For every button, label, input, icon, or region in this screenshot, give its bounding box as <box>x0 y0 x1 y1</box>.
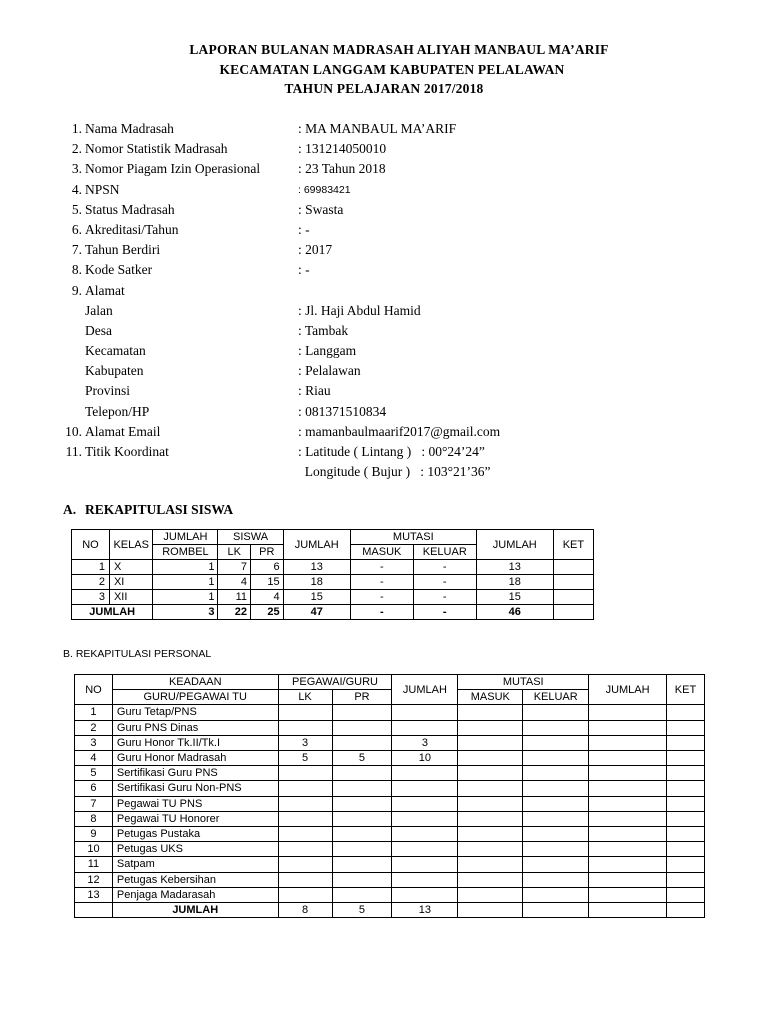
cell-masuk <box>458 842 523 857</box>
total-label: JUMLAH <box>72 605 153 620</box>
cell-name: Guru PNS Dinas <box>112 720 278 735</box>
header-no: NO <box>72 530 110 560</box>
total-jumlah: 47 <box>283 605 350 620</box>
header-guru-pegawai: GURU/PEGAWAI TU <box>112 690 278 705</box>
cell-pr <box>332 781 392 796</box>
cell-masuk <box>458 857 523 872</box>
cell-masuk <box>458 720 523 735</box>
profile-number: 11. <box>65 444 82 459</box>
cell-jumlah <box>392 872 458 887</box>
cell-keluar <box>523 751 589 766</box>
cell-ket <box>667 720 705 735</box>
profile-label: Provinsi <box>85 383 131 399</box>
table-row <box>72 590 594 605</box>
profile-value: : 69983421 <box>298 183 351 196</box>
profile-value: : MA MANBAUL MA’ARIF <box>298 121 457 136</box>
section-b-heading: B. REKAPITULASI PERSONAL <box>63 648 212 660</box>
table-row <box>75 842 705 857</box>
table-row <box>75 887 705 902</box>
cell-ket <box>667 887 705 902</box>
cell-pr <box>332 811 392 826</box>
cell-jumlah <box>392 781 458 796</box>
cell-jumlah2 <box>589 735 667 750</box>
profile-value: : Pelalawan <box>298 363 361 379</box>
profile-label: Kabupaten <box>85 363 144 379</box>
cell-jumlah2 <box>589 720 667 735</box>
cell-name: Pegawai TU PNS <box>112 796 278 811</box>
cell-ket <box>667 781 705 796</box>
header-lk: LK <box>278 690 332 705</box>
cell-pr <box>332 705 392 720</box>
profile-label: Telepon/HP <box>85 403 150 419</box>
cell-lk: 3 <box>278 735 332 750</box>
header-keadaan: KEADAAN <box>112 675 278 690</box>
table-row <box>75 751 705 766</box>
cell-no: 1 <box>72 560 110 575</box>
cell-keluar <box>523 705 589 720</box>
cell-name: Petugas Kebersihan <box>112 872 278 887</box>
cell-keluar: - <box>413 590 476 605</box>
cell-jumlah: 3 <box>392 735 458 750</box>
cell-lk <box>278 842 332 857</box>
profile-number: 1. <box>71 121 82 136</box>
total-masuk <box>458 903 523 918</box>
cell-masuk: - <box>350 560 413 575</box>
cell-keluar <box>523 842 589 857</box>
cell-name: Guru Honor Tk.II/Tk.I <box>112 735 278 750</box>
cell-lk <box>278 705 332 720</box>
cell-pr <box>332 872 392 887</box>
cell-masuk <box>458 781 523 796</box>
cell-kelas: XI <box>109 575 152 590</box>
table-row <box>75 796 705 811</box>
table-row <box>75 872 705 887</box>
table-row <box>75 720 705 735</box>
profile-value: : Tambak <box>298 322 349 338</box>
cell-masuk <box>458 751 523 766</box>
cell-kelas: X <box>109 560 152 575</box>
header-ket: KET <box>553 530 593 560</box>
header-kelas: KELAS <box>109 530 152 560</box>
cell-lk <box>278 811 332 826</box>
cell-lk <box>278 796 332 811</box>
header-jumlah-rombel-line1: JUMLAH <box>163 531 208 543</box>
cell-no: 12 <box>75 872 113 887</box>
header-jumlah-2: JUMLAH <box>476 530 553 560</box>
cell-lk <box>278 872 332 887</box>
header-jumlah-2: JUMLAH <box>589 675 667 705</box>
header-mutasi: MUTASI <box>458 675 589 690</box>
cell-masuk <box>458 735 523 750</box>
report-subtitle-district: KECAMATAN LANGGAM KABUPATEN PELALAWAN <box>219 61 565 77</box>
header-lk: LK <box>218 545 251 560</box>
profile-label: Desa <box>85 322 112 338</box>
cell-ket <box>667 811 705 826</box>
cell-jumlah2 <box>589 811 667 826</box>
cell-ket <box>667 827 705 842</box>
cell-name: Petugas Pustaka <box>112 827 278 842</box>
cell-masuk <box>458 705 523 720</box>
total-label: JUMLAH <box>112 903 278 918</box>
cell-jumlah <box>392 857 458 872</box>
cell-jumlah <box>392 887 458 902</box>
cell-no: 5 <box>75 766 113 781</box>
cell-jumlah2 <box>589 827 667 842</box>
cell-name: Satpam <box>112 857 278 872</box>
cell-jumlah2: 15 <box>476 590 553 605</box>
header-keluar: KELUAR <box>523 690 589 705</box>
cell-ket <box>667 766 705 781</box>
cell-ket <box>667 872 705 887</box>
total-ket <box>553 605 593 620</box>
profile-label: Alamat Email <box>85 423 161 439</box>
total-jumlah2 <box>589 903 667 918</box>
cell-keluar: - <box>413 560 476 575</box>
cell-no: 11 <box>75 857 113 872</box>
section-a-heading <box>63 502 233 518</box>
profile-value: : Jl. Haji Abdul Hamid <box>298 302 421 318</box>
header-ket: KET <box>667 675 705 705</box>
table-row <box>75 705 705 720</box>
report-title: LAPORAN BULANAN MADRASAH ALIYAH MANBAUL MA’ARIF <box>189 42 609 57</box>
report-header <box>0 40 768 99</box>
cell-no: 4 <box>75 751 113 766</box>
cell-jumlah <box>392 811 458 826</box>
cell-pr <box>332 796 392 811</box>
total-jumlah2: 46 <box>476 605 553 620</box>
cell-name: Sertifikasi Guru PNS <box>112 766 278 781</box>
cell-no: 3 <box>72 590 110 605</box>
profile-number: 8. <box>71 262 82 278</box>
cell-keluar <box>523 720 589 735</box>
profile-label: Akreditasi/Tahun <box>85 221 179 237</box>
cell-pr: 6 <box>251 560 284 575</box>
cell-jumlah2 <box>589 872 667 887</box>
cell-lk: 11 <box>218 590 251 605</box>
cell-lk: 5 <box>278 751 332 766</box>
header-jumlah-rombel <box>153 530 218 545</box>
cell-jumlah2 <box>589 766 667 781</box>
profile-value: : Swasta <box>298 201 344 217</box>
header-pegawai-guru: PEGAWAI/GURU <box>278 675 392 690</box>
profile-label: Titik Koordinat <box>85 444 169 459</box>
profile-value: : mamanbaulmaarif2017@gmail.com <box>298 423 501 439</box>
profile-label: NPSN <box>85 181 120 197</box>
cell-jumlah: 13 <box>283 560 350 575</box>
table-row <box>75 857 705 872</box>
cell-jumlah: 10 <box>392 751 458 766</box>
profile-number: 4. <box>71 181 82 197</box>
cell-lk: 4 <box>218 575 251 590</box>
cell-keluar <box>523 887 589 902</box>
cell-jumlah2 <box>589 796 667 811</box>
header-masuk: MASUK <box>350 545 413 560</box>
profile-value: : - <box>298 262 310 278</box>
table-row <box>75 827 705 842</box>
cell-ket <box>667 705 705 720</box>
cell-kelas: XII <box>109 590 152 605</box>
profile-label: Alamat <box>85 282 125 298</box>
cell-pr: 4 <box>251 590 284 605</box>
total-jumlah: 13 <box>392 903 458 918</box>
cell-rombel: 1 <box>153 575 218 590</box>
cell-no: 1 <box>75 705 113 720</box>
total-lk: 8 <box>278 903 332 918</box>
cell-no: 7 <box>75 796 113 811</box>
cell-keluar <box>523 872 589 887</box>
cell-masuk <box>458 872 523 887</box>
cell-masuk <box>458 766 523 781</box>
profile-value: : Riau <box>298 383 331 399</box>
header-mutasi: MUTASI <box>350 530 476 545</box>
cell-keluar <box>523 781 589 796</box>
cell-name: Penjaga Madarasah <box>112 887 278 902</box>
cell-name: Guru Tetap/PNS <box>112 705 278 720</box>
cell-name: Sertifikasi Guru Non-PNS <box>112 781 278 796</box>
cell-keluar: - <box>413 575 476 590</box>
cell-no: 8 <box>75 811 113 826</box>
cell-jumlah2 <box>589 857 667 872</box>
cell-pr <box>332 857 392 872</box>
cell-ket <box>667 735 705 750</box>
cell-ket <box>553 560 593 575</box>
total-row <box>72 605 594 620</box>
cell-pr <box>332 766 392 781</box>
cell-jumlah2: 13 <box>476 560 553 575</box>
cell-jumlah2 <box>589 842 667 857</box>
cell-jumlah <box>392 705 458 720</box>
total-ket <box>667 903 705 918</box>
profile-label: Tahun Berdiri <box>85 242 161 258</box>
total-keluar: - <box>413 605 476 620</box>
profile-label: Nama Madrasah <box>85 121 174 136</box>
cell-ket <box>553 590 593 605</box>
cell-keluar <box>523 766 589 781</box>
cell-no: 6 <box>75 781 113 796</box>
section-a-title: REKAPITULASI SISWA <box>85 502 234 517</box>
profile-value: : Langgam <box>298 343 357 359</box>
profile-label: Nomor Piagam Izin Operasional <box>85 161 261 177</box>
profile-number: 3. <box>71 161 82 177</box>
profile-label: Kode Satker <box>85 262 153 278</box>
profile-value: : Latitude ( Lintang ) : 00°24’24” <box>298 444 485 459</box>
cell-no: 13 <box>75 887 113 902</box>
profile-number: 7. <box>71 242 82 258</box>
profile-number: 2. <box>71 141 82 157</box>
cell-name: Guru Honor Madrasah <box>112 751 278 766</box>
cell-keluar <box>523 857 589 872</box>
cell-jumlah2 <box>589 781 667 796</box>
cell-pr <box>332 887 392 902</box>
cell-jumlah2 <box>589 887 667 902</box>
cell-pr <box>332 735 392 750</box>
header-jumlah: JUMLAH <box>283 530 350 560</box>
cell-keluar <box>523 796 589 811</box>
profile-value: : 081371510834 <box>298 403 387 419</box>
cell-pr <box>332 827 392 842</box>
cell-jumlah <box>392 766 458 781</box>
cell-no: 2 <box>75 720 113 735</box>
cell-no: 3 <box>75 735 113 750</box>
total-pr: 25 <box>251 605 284 620</box>
table-row <box>75 766 705 781</box>
header-masuk: MASUK <box>458 690 523 705</box>
header-no: NO <box>75 675 113 705</box>
table-row <box>75 781 705 796</box>
cell-name: Pegawai TU Honorer <box>112 811 278 826</box>
cell-lk <box>278 766 332 781</box>
profile-label: Status Madrasah <box>85 201 175 217</box>
table-row <box>75 811 705 826</box>
cell-rombel: 1 <box>153 560 218 575</box>
profile-number: 6. <box>71 221 82 237</box>
total-no <box>75 903 113 918</box>
profile-value: : - <box>298 221 310 237</box>
cell-keluar <box>523 827 589 842</box>
report-subtitle-year: TAHUN PELAJARAN 2017/2018 <box>284 81 484 96</box>
header-pr: PR <box>251 545 284 560</box>
cell-jumlah2: 18 <box>476 575 553 590</box>
profile-label: Nomor Statistik Madrasah <box>85 141 228 157</box>
total-row <box>75 903 705 918</box>
cell-name: Petugas UKS <box>112 842 278 857</box>
table-row <box>72 560 594 575</box>
cell-masuk <box>458 827 523 842</box>
profile-value: Longitude ( Bujur ) : 103°21’36” <box>298 464 491 480</box>
header-siswa: SISWA <box>218 530 283 545</box>
profile-number: 9. <box>71 282 82 298</box>
profile-label: Jalan <box>85 302 113 318</box>
table-row <box>72 575 594 590</box>
header-jumlah: JUMLAH <box>392 675 458 705</box>
cell-jumlah2 <box>589 751 667 766</box>
total-keluar <box>523 903 589 918</box>
cell-lk <box>278 857 332 872</box>
cell-lk <box>278 887 332 902</box>
profile-value: : 2017 <box>298 242 333 258</box>
cell-rombel: 1 <box>153 590 218 605</box>
cell-jumlah: 15 <box>283 590 350 605</box>
cell-jumlah <box>392 796 458 811</box>
cell-masuk <box>458 796 523 811</box>
cell-ket <box>553 575 593 590</box>
profile-value: : 131214050010 <box>298 141 387 157</box>
section-a-letter: A. <box>63 502 77 517</box>
cell-ket <box>667 842 705 857</box>
cell-masuk <box>458 811 523 826</box>
cell-masuk: - <box>350 590 413 605</box>
cell-pr: 5 <box>332 751 392 766</box>
cell-pr <box>332 842 392 857</box>
cell-jumlah2 <box>589 705 667 720</box>
cell-lk <box>278 781 332 796</box>
cell-ket <box>667 857 705 872</box>
total-lk: 22 <box>218 605 251 620</box>
header-keluar: KELUAR <box>413 545 476 560</box>
cell-masuk <box>458 887 523 902</box>
cell-jumlah <box>392 720 458 735</box>
cell-jumlah <box>392 842 458 857</box>
cell-ket <box>667 751 705 766</box>
student-recap-table <box>71 529 594 620</box>
cell-no: 9 <box>75 827 113 842</box>
header-rombel: ROMBEL <box>153 545 218 560</box>
cell-pr <box>332 720 392 735</box>
cell-no: 2 <box>72 575 110 590</box>
cell-jumlah <box>392 827 458 842</box>
cell-pr: 15 <box>251 575 284 590</box>
cell-lk <box>278 827 332 842</box>
cell-lk <box>278 720 332 735</box>
cell-keluar <box>523 735 589 750</box>
cell-keluar <box>523 811 589 826</box>
profile-number: 5. <box>71 201 82 217</box>
total-pr: 5 <box>332 903 392 918</box>
total-masuk: - <box>350 605 413 620</box>
cell-no: 10 <box>75 842 113 857</box>
profile-value: : 23 Tahun 2018 <box>298 161 386 177</box>
profile-number: 10. <box>65 423 82 439</box>
cell-lk: 7 <box>218 560 251 575</box>
cell-masuk: - <box>350 575 413 590</box>
total-rombel: 3 <box>153 605 218 620</box>
header-pr: PR <box>332 690 392 705</box>
personnel-recap-table <box>74 674 705 918</box>
cell-jumlah: 18 <box>283 575 350 590</box>
profile-label: Kecamatan <box>85 343 146 359</box>
table-row <box>75 735 705 750</box>
cell-ket <box>667 796 705 811</box>
